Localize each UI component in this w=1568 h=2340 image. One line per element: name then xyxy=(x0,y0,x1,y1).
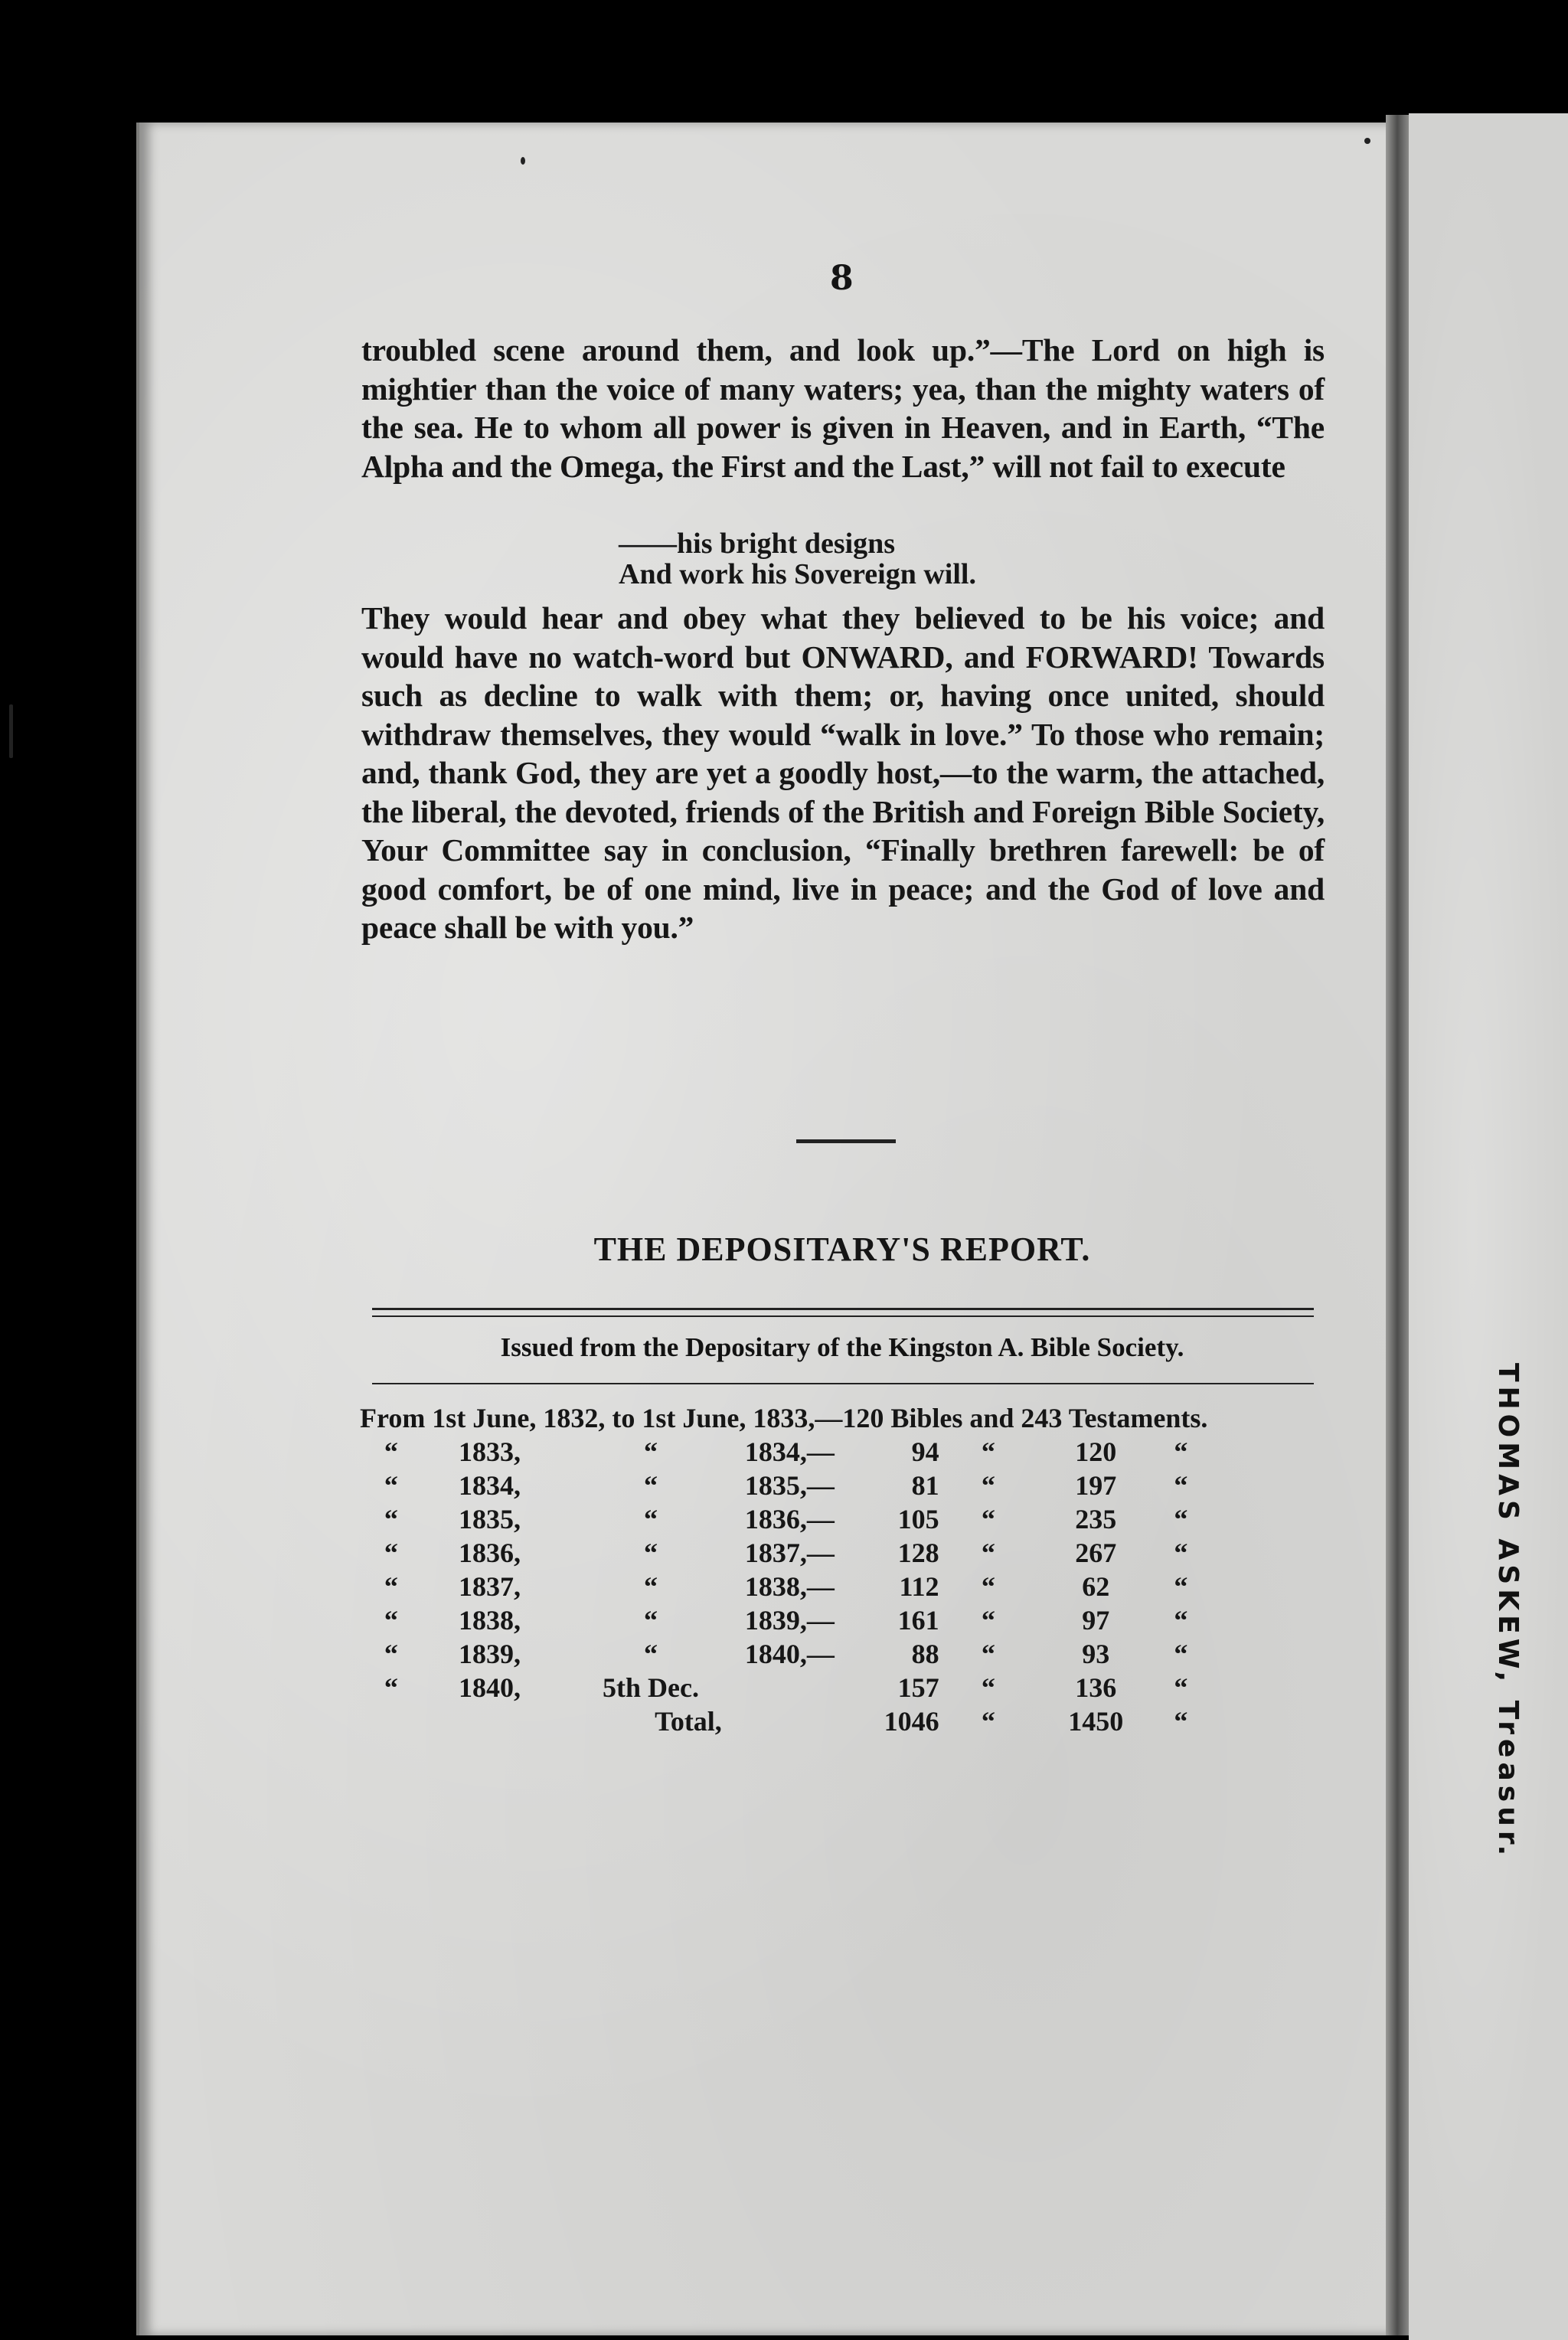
cell-bibles: 88 xyxy=(911,1639,939,1669)
cell-d4: “ xyxy=(1174,1605,1188,1636)
section-divider xyxy=(796,1139,896,1143)
cell-bibles: 128 xyxy=(897,1538,939,1568)
cell-y2: 1834,— xyxy=(744,1436,835,1467)
verse-line-1: ——his bright designs xyxy=(619,528,896,560)
cell-y2 xyxy=(745,1671,850,1704)
cell-y2: 1839,— xyxy=(744,1605,835,1636)
cell-d2: 5th Dec. xyxy=(603,1672,700,1703)
page-number: 8 xyxy=(830,259,854,298)
cell-testaments: 93 xyxy=(1082,1639,1110,1669)
cell-d3: “ xyxy=(981,1639,995,1669)
cell-d1: “ xyxy=(384,1605,398,1636)
cell-d1: “ xyxy=(384,1571,398,1602)
cell-d4: “ xyxy=(1174,1538,1188,1568)
right-page-vertical-text: THOMAS ASKEW, Treasur. xyxy=(1492,1363,1524,1861)
table-row xyxy=(360,1536,1207,1570)
table-row xyxy=(360,1469,1207,1502)
cell-d3: “ xyxy=(981,1672,995,1703)
cell-d4: “ xyxy=(1174,1672,1188,1703)
cell-y2: 1835,— xyxy=(744,1470,835,1501)
cell-y1: 1834, xyxy=(459,1470,521,1501)
table-row xyxy=(360,1502,1207,1536)
cell-testaments: 120 xyxy=(1075,1436,1117,1467)
cell-y1: 1833, xyxy=(459,1436,521,1467)
verse-line-2: And work his Sovereign will. xyxy=(619,558,976,590)
total-label: Total, xyxy=(655,1706,722,1737)
table-subheading: Issued from the Depositary of the Kingston A. Bible Society. xyxy=(500,1332,1184,1362)
section-heading: THE DEPOSITARY'S REPORT. xyxy=(593,1230,1091,1268)
table-body xyxy=(360,1435,1207,1704)
table-row-first xyxy=(360,1401,1207,1435)
cell-testaments: 235 xyxy=(1075,1504,1117,1534)
total-testaments: 1450 xyxy=(1068,1706,1124,1737)
cell-d4: “ xyxy=(1174,1470,1188,1501)
cell-testaments: 197 xyxy=(1075,1470,1117,1501)
table-row-total xyxy=(360,1704,1207,1738)
first-row-text: From 1st June, 1832, to 1st June, 1833,—120 Bibles and 243 Testaments. xyxy=(360,1403,1208,1433)
cell-bibles: 161 xyxy=(897,1605,939,1636)
ink-speck xyxy=(521,157,525,165)
cell-bibles: 81 xyxy=(911,1470,939,1501)
cell-d2: “ xyxy=(644,1436,658,1467)
cell-y1: 1837, xyxy=(459,1571,521,1602)
cell-d3: “ xyxy=(981,1571,995,1602)
total-ditto: “ xyxy=(981,1706,995,1737)
cell-d4: “ xyxy=(1174,1639,1188,1669)
cell-y2: 1836,— xyxy=(744,1504,835,1534)
cell-y1: 1840, xyxy=(459,1672,521,1703)
cell-d1: “ xyxy=(384,1504,398,1534)
ink-speck xyxy=(1364,138,1370,144)
right-page-edge xyxy=(1409,113,1568,2340)
cell-testaments: 62 xyxy=(1082,1571,1110,1602)
cell-bibles: 112 xyxy=(899,1571,939,1602)
cell-d1: “ xyxy=(384,1470,398,1501)
table-row xyxy=(360,1603,1207,1637)
cell-y1: 1835, xyxy=(459,1504,521,1534)
total-bibles: 1046 xyxy=(884,1706,939,1737)
cell-d2: “ xyxy=(644,1605,658,1636)
cell-y2: 1838,— xyxy=(744,1571,835,1602)
cell-testaments: 136 xyxy=(1075,1672,1117,1703)
total-ditto-2: “ xyxy=(1174,1706,1188,1737)
cell-y2: 1840,— xyxy=(744,1639,835,1669)
heading-rule-top xyxy=(372,1308,1314,1310)
cell-bibles: 157 xyxy=(897,1672,939,1703)
cell-d4: “ xyxy=(1174,1436,1188,1467)
cell-d3: “ xyxy=(981,1436,995,1467)
cell-testaments: 267 xyxy=(1075,1538,1117,1568)
cell-d1: “ xyxy=(384,1436,398,1467)
cell-d3: “ xyxy=(981,1470,995,1501)
cell-d1: “ xyxy=(384,1639,398,1669)
cell-d4: “ xyxy=(1174,1571,1188,1602)
table-row xyxy=(360,1637,1207,1671)
depositary-table xyxy=(360,1401,1207,1738)
heading-rule-bottom xyxy=(372,1315,1314,1317)
cell-d1: “ xyxy=(384,1672,398,1703)
cell-testaments: 97 xyxy=(1082,1605,1110,1636)
table-row xyxy=(360,1671,1207,1704)
ink-speck xyxy=(9,704,13,758)
cell-d2: “ xyxy=(644,1470,658,1501)
cell-d3: “ xyxy=(981,1538,995,1568)
cell-d3: “ xyxy=(981,1504,995,1534)
cell-y1: 1839, xyxy=(459,1639,521,1669)
table-row xyxy=(360,1570,1207,1603)
cell-d4: “ xyxy=(1174,1504,1188,1534)
cell-y2: 1837,— xyxy=(744,1538,835,1568)
cell-d2: “ xyxy=(644,1571,658,1602)
cell-d2: “ xyxy=(644,1639,658,1669)
cell-bibles: 105 xyxy=(897,1504,939,1534)
paragraph-1: troubled scene around them, and look up.”—The Lord on high is mightier than the voice of many waters; yea, than the mighty waters of the sea. He to whom all power is given in Heaven, and in Earth, “The Alpha and the Omega, the First and the Last,” will not fail to execute xyxy=(361,332,1325,484)
cell-d1: “ xyxy=(384,1538,398,1568)
cell-y1: 1836, xyxy=(459,1538,521,1568)
cell-d2: “ xyxy=(644,1538,658,1568)
cell-y1: 1838, xyxy=(459,1605,521,1636)
paragraph-2: They would hear and obey what they believed to be his voice; and would have no watch-word but ONWARD, and FORWARD! Towards such as decline to walk with them; or, having once united, should withdraw themselves, they would “walk in love.” To those who remain; and, thank God, they are yet a goodly host,—to the warm, the attached, the liberal, the devoted, friends of the British and Foreign Bible Society, Your Committee say in conclusion, “Finally brethren farewell: be of good comfort, be of one mind, live in peace; and the God of love and peace shall be with you.” xyxy=(361,600,1325,945)
cell-bibles: 94 xyxy=(911,1436,939,1467)
book-spine xyxy=(1386,115,1409,2335)
subheading-rule xyxy=(372,1383,1314,1384)
cell-d3: “ xyxy=(981,1605,995,1636)
table-row xyxy=(360,1435,1207,1469)
cell-d2: “ xyxy=(644,1504,658,1534)
